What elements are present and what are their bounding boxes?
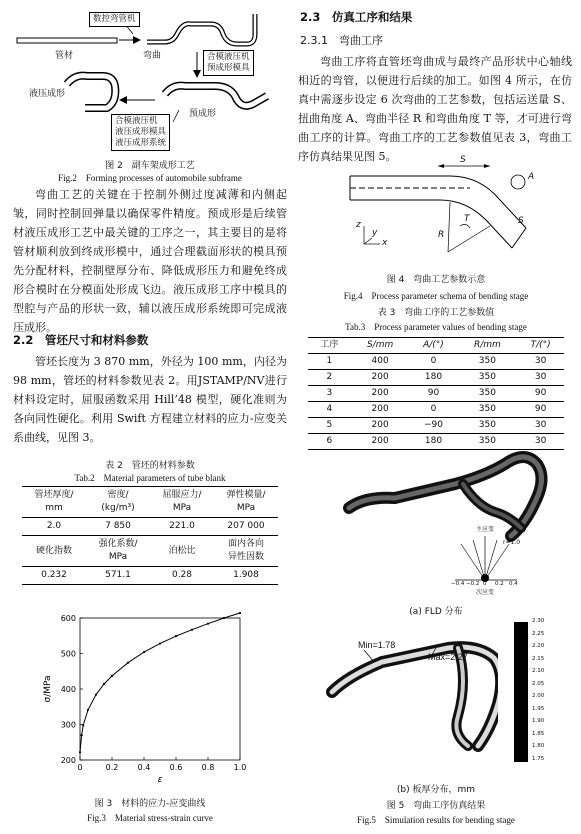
curve-point — [79, 751, 81, 753]
table-cell: 350 — [478, 388, 496, 398]
table-cell: 5 — [326, 420, 333, 430]
hydro-box: 合模液压机 液压成形模具 液压成形系统 — [111, 114, 170, 151]
table-3 — [308, 337, 564, 450]
table-cell: 200 — [371, 404, 389, 414]
table-row — [22, 536, 278, 567]
curve-point — [95, 694, 97, 696]
scale-tick: 2.20 — [532, 643, 545, 649]
section-2-2-title: 2.2 管坯尺寸和材料参数 — [13, 333, 149, 347]
curve-point — [239, 612, 241, 614]
table-cell: 207 000 — [227, 521, 265, 531]
table-cell: 30 — [534, 356, 547, 366]
table2-caption-cn: 表 2 管坯的材料参数 — [105, 461, 195, 471]
scale-tick: 2.15 — [532, 655, 545, 662]
x-tick-label: 0.8 — [201, 763, 215, 772]
table-cell: 350 — [478, 356, 496, 366]
table-cell: 350 — [478, 436, 496, 446]
table-row — [308, 402, 564, 418]
table-cell: 4 — [326, 404, 333, 414]
table-cell: 350 — [478, 420, 496, 430]
section-2-3-title: 2.3 仿真工序和结果 — [300, 10, 413, 24]
curve-point — [127, 662, 129, 664]
max-thickness-label: Max=2.27 — [428, 652, 468, 662]
table-cell: 200 — [371, 420, 389, 430]
table-cell: 1 — [326, 356, 333, 366]
table-cell: 400 — [371, 356, 389, 366]
fld-xtick: 0 — [483, 581, 487, 587]
fig5a-caption: (a) FLD 分布 — [409, 607, 463, 617]
table3-caption-en: Tab.3 Process parameter values of bending stage — [345, 322, 527, 332]
scale-tick: 1.75 — [532, 755, 545, 762]
table-cell: 200 — [371, 436, 389, 446]
cnc-bender-label: 数控弯管机 — [89, 12, 140, 27]
left-paragraph-2: 管坯长度为 3 870 mm，外径为 100 mm，内径为 98 mm，管坯的材料参数见表 2。用JSTAMP/NV进行材料设定时，屈服函数采用 Hill’48 模型，硬化准则为各向同性硬化。利用 Swift 方程建立材料的应力-应变关系曲线，见图 3。 — [13, 355, 287, 444]
stress-strain-curve — [80, 613, 240, 752]
curve-point — [223, 617, 225, 619]
x-tick-label: 0.6 — [169, 763, 183, 772]
table-cell: 30 — [534, 372, 547, 382]
curve-point — [103, 683, 105, 685]
table-header-cell: 面内各向 异性因数 — [227, 539, 264, 562]
table-cell: 180 — [424, 372, 443, 382]
table-cell: 90 — [534, 404, 547, 414]
figure-2 — [15, 4, 285, 154]
scale-tick: 1.95 — [532, 705, 545, 712]
table-cell: 2 — [326, 372, 333, 382]
y-tick-label: 600 — [60, 614, 76, 623]
scale-tick: 2.00 — [532, 693, 545, 699]
plot-frame — [80, 618, 240, 760]
scale-tick: 2.25 — [532, 630, 545, 637]
scale-tick: 2.30 — [532, 618, 545, 624]
table-cell: 200 — [371, 372, 389, 382]
section-2-3-1-title: 2.3.1 弯曲工序 — [300, 34, 383, 47]
x-tick-label: 0.4 — [137, 763, 151, 772]
table-header-cell: S/mm — [366, 340, 394, 350]
table-cell: 221.0 — [169, 521, 195, 531]
table-cell: 571.1 — [105, 570, 131, 580]
table-header-cell: 屈服应力/ MPa — [162, 490, 202, 513]
table-cell: 0.28 — [171, 570, 193, 580]
bending-parameter-drawing — [340, 156, 540, 268]
table-cell: 200 — [371, 388, 389, 398]
fld-part-render — [335, 440, 555, 590]
table3-caption-cn: 表 3 弯曲工序的工艺参数值 — [377, 308, 495, 318]
table-cell: 3 — [326, 388, 333, 398]
tube-label: 管材 — [55, 51, 74, 61]
fig4-label-r: R — [438, 230, 445, 240]
fig4-axis-z: z — [356, 220, 361, 230]
table-cell: 2.0 — [46, 521, 62, 531]
stress-strain-chart — [40, 612, 260, 792]
fig4-label-t: T — [464, 214, 470, 224]
scale-tick: 2.10 — [532, 668, 545, 674]
table-cell: 30 — [534, 420, 547, 430]
fig2-caption-cn: 图 2 副车架成形工艺 — [105, 161, 195, 171]
table-header-cell: 泊松比 — [168, 545, 196, 556]
table-row — [308, 418, 564, 434]
fig4-axis-y: y — [372, 228, 378, 238]
fld-xtick: −0.4 — [451, 581, 465, 587]
preform-box: 合模液压机 预成形模具 — [203, 50, 254, 76]
fig5-caption-en: Fig.5 Simulation results for bending stage — [357, 815, 515, 825]
left-paragraph-1: 弯曲工艺的关键在于控制外侧过度减薄和内侧起皱，同时控制回弹量以确保零件精度。预成形是后续管材液压成形工艺中最关键的工序之一，其主要目的是将管材顺利放到终成形模中，通过合理截面形状的模具预先分配材料，控制壁厚分布、降低成形压力和避免终成形合模时在分模面处形成飞边。液压成形工序中模具的型腔与产品的形状一致，辅以液压成形系统即可完成液压成形。 — [13, 188, 287, 334]
table-cell: 7 850 — [105, 521, 131, 531]
hydro-label: 液压成形 — [29, 89, 66, 99]
fld-r-label: r=1.0 — [503, 539, 521, 546]
table-cell: 90 — [427, 388, 440, 398]
y-tick-label: 300 — [60, 720, 76, 730]
table-cell: 0.232 — [41, 570, 67, 580]
curve-point — [207, 623, 209, 625]
table-cell: 90 — [534, 388, 547, 398]
table-header-cell: 弹性模量/ MPa — [226, 490, 266, 513]
scale-tick: 1.85 — [532, 730, 545, 737]
curve-point — [82, 724, 84, 726]
table-cell: 350 — [478, 404, 496, 414]
table-header-cell: 密度/ (kg/m³) — [101, 490, 135, 513]
scale-tick: 2.05 — [532, 680, 545, 687]
thickness-part-render — [318, 618, 498, 768]
figure-4 — [340, 156, 540, 268]
thickness-scale-bar — [514, 622, 528, 762]
curve-point — [87, 709, 89, 711]
right-paragraph-1: 弯曲工序将直管坯弯曲成与最终产品形状中心轴线相近的弯管，以便进行后续的加工。如图 4 所示，在仿真中需逐步设定 6 次弯曲的工艺参数，包括运送量 S、扭曲角度 A、弯曲半径 R 和弯曲角度 T 等，才可进行弯曲工序的计算。弯曲工序的工艺参数值见表 3，弯曲工序仿真结果见图 5。 — [298, 55, 572, 163]
fld-minor-strain-label: 次应变 — [476, 589, 495, 596]
x-axis-label: ε — [157, 775, 163, 785]
table-cell: −90 — [423, 420, 443, 430]
curve-point — [143, 651, 145, 653]
x-tick-label: 0 — [77, 763, 83, 772]
curve-point — [175, 635, 177, 637]
table-row — [308, 386, 564, 402]
table-header-cell: 管坯厚度/ mm — [34, 490, 74, 513]
fig2-caption-en: Fig.2 Forming processes of automobile subframe — [58, 173, 242, 183]
table-cell: 6 — [326, 436, 333, 446]
fig5-caption-cn: 图 5 弯曲工序仿真结果 — [386, 801, 486, 811]
figure-5a — [335, 440, 555, 596]
table-row — [22, 487, 278, 518]
fig4-axis-x: x — [382, 238, 388, 248]
table-header-cell: 强化系数/ MPa — [98, 539, 138, 562]
table-header-row — [308, 338, 564, 354]
curve-point — [111, 675, 113, 677]
table-cell: 0 — [430, 356, 437, 366]
fig3-caption-cn: 图 3 材料的应力-应变曲线 — [94, 799, 206, 809]
preform-label: 预成形 — [189, 109, 217, 119]
x-tick-label: 1.0 — [233, 763, 247, 772]
bend-label: 弯曲 — [143, 51, 162, 61]
fld-xtick: 0.2 — [495, 581, 504, 587]
table-header-cell: R/mm — [473, 340, 501, 350]
table-row — [22, 567, 278, 585]
table-row — [308, 370, 564, 386]
scale-tick: 1.90 — [532, 718, 545, 724]
y-tick-label: 200 — [60, 756, 76, 765]
fld-major-strain-label: 主应变 — [476, 526, 495, 533]
thickness-scale-labels — [532, 618, 562, 766]
curve-point — [81, 734, 83, 736]
min-thickness-label: Min=1.78 — [358, 640, 396, 650]
fig4-caption-cn: 图 4 弯曲工艺参数示意 — [386, 275, 486, 285]
curve-point — [191, 629, 193, 631]
y-axis-label: σ/MPa — [43, 675, 53, 703]
fld-xtick: −0.2 — [466, 581, 480, 587]
curve-point — [159, 642, 161, 644]
table-row — [22, 518, 278, 536]
table2-caption-en: Tab.2 Material parameters of tube blank — [74, 473, 226, 483]
fig4-label-s2: S — [518, 216, 524, 226]
fig4-caption-en: Fig.4 Process parameter schema of bending stage — [343, 291, 529, 301]
table-header-cell: T/(°) — [530, 340, 551, 350]
table-cell: 180 — [424, 436, 443, 446]
table-row — [308, 354, 564, 370]
x-tick-label: 0.2 — [105, 763, 119, 772]
table-cell: 1.908 — [233, 570, 259, 580]
y-tick-label: 500 — [60, 649, 76, 659]
table-cell: 350 — [478, 372, 496, 382]
fig3-caption-en: Fig.3 Material stress-strain curve — [87, 813, 213, 823]
fig4-label-s: S — [460, 155, 466, 165]
table-header-cell: A/(°) — [423, 340, 444, 350]
table-header-cell: 工序 — [320, 340, 339, 350]
table-header-cell: 硬化指数 — [35, 545, 72, 556]
fig5b-caption: (b) 板厚分布，mm — [396, 785, 476, 795]
table-2 — [22, 486, 278, 585]
fld-xtick: 0.4 — [509, 581, 518, 587]
scale-tick: 1.80 — [532, 743, 545, 749]
table-cell: 30 — [534, 436, 547, 446]
fig4-label-a: A — [528, 172, 535, 182]
table-cell: 0 — [430, 404, 437, 414]
y-tick-label: 400 — [60, 685, 76, 694]
figure-5b — [318, 618, 568, 768]
